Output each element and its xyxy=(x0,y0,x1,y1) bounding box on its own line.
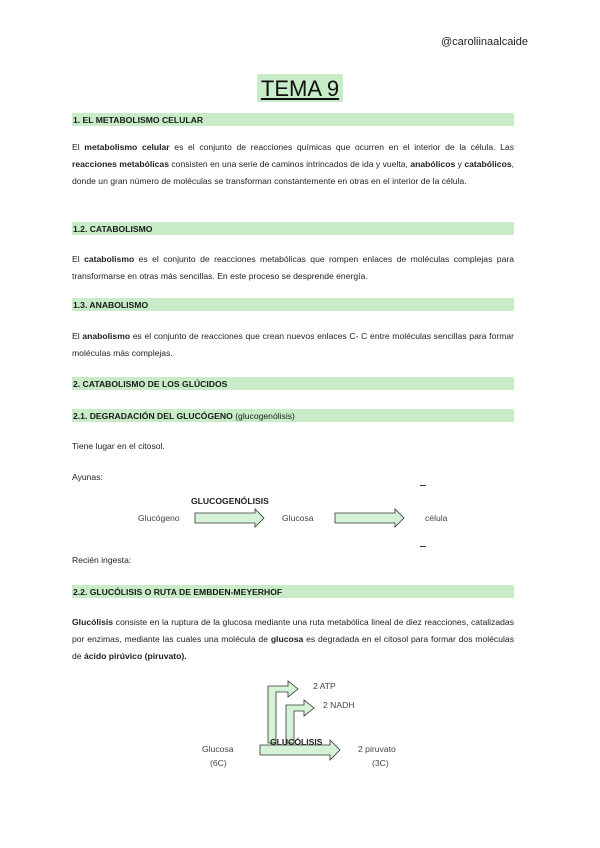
text-run: es el conjunto de reacciones químicas que ocurren en el interior de la célula. Las xyxy=(169,142,515,152)
text-run: metabolismo celular xyxy=(84,142,170,152)
label-glucolisis: GLUCÓLISIS xyxy=(270,737,323,747)
text-run: El xyxy=(72,142,85,152)
label-celula: célula xyxy=(425,513,448,523)
text-run: consiste en la ruptura de la glucosa mediante una ruta metabólica lineal de diez reacciones, catalizadas por enzimas, mediante las cuales una molécula de xyxy=(72,617,514,644)
text-run: es el conjunto de reacciones que crean nuevos enlaces C- C entre moléculas sencillas para formar moléculas más complejas. xyxy=(72,331,515,358)
label-2piruvato: 2 piruvato xyxy=(358,744,396,754)
heading-degradacion-normal: (glucogenólisis) xyxy=(232,411,295,421)
label-2nadh: 2 NADH xyxy=(323,700,355,710)
heading-catabolismo: 1.2. CATABOLISMO xyxy=(72,222,514,235)
label-6c: (6C) xyxy=(210,758,227,768)
heading-anabolismo: 1.3. ANABOLISMO xyxy=(72,298,514,311)
heading-catabolismo-glucidos: 2. CATABOLISMO DE LOS GLÚCIDOS xyxy=(72,377,514,390)
heading-degradacion-bold: 2.1. DEGRADACIÓN DEL GLUCÓGENO xyxy=(73,411,233,421)
label-glucogenolisis: GLUCOGENÓLISIS xyxy=(191,496,269,506)
author-handle: @caroliinaalcaide xyxy=(441,36,528,48)
text-run: catabolismo xyxy=(84,254,135,264)
text-run: catabólicos xyxy=(464,159,512,169)
arrow-glucosa-celula xyxy=(335,509,404,527)
text-run: , donde un gran número de moléculas se transforman constantemente en otras en el interior de la célula. xyxy=(72,159,514,186)
text-run: es degradada en el citosol para formar dos moléculas de xyxy=(72,634,514,661)
text-run: es el conjunto de reacciones metabólicas que rompen enlaces de moléculas complejas para transformarse en otras más sencillas. En este proceso se desprende energía. xyxy=(72,254,514,281)
text-citosol: Tiene lugar en el citosol. xyxy=(72,441,165,451)
label-3c: (3C) xyxy=(372,758,389,768)
text-run: El xyxy=(72,331,83,341)
heading-metabolismo: 1. EL METABOLISMO CELULAR xyxy=(72,113,514,126)
heading-glucolisis: 2.2. GLUCÓLISIS O RUTA DE EMBDEN-MEYERHOF xyxy=(72,585,514,598)
page-title: TEMA 9 xyxy=(257,74,343,102)
text-recien-ingesta: Recién ingesta: xyxy=(72,555,132,565)
text-run: glucosa xyxy=(270,634,304,644)
text-run: y xyxy=(455,159,465,169)
para-glucolisis xyxy=(72,614,514,665)
label-glucosa: Glucosa xyxy=(282,513,314,523)
text-run: ácido pirúvico (piruvato). xyxy=(83,651,187,661)
text-run: Glucólisis xyxy=(72,617,114,627)
text-run: anabolismo xyxy=(82,331,131,341)
label-2atp: 2 ATP xyxy=(313,681,336,691)
arrow-glucogeno-glucosa xyxy=(195,509,264,527)
text-run: El xyxy=(72,254,85,264)
text-run: anabólicos xyxy=(410,159,456,169)
text-run: consisten en una serie de caminos intrincados de ida y vuelta, xyxy=(168,159,411,169)
label-glucogeno: Glucógeno xyxy=(138,513,180,523)
label-glucosa-6c: Glucosa xyxy=(202,744,234,754)
text-run: reacciones metabólicas xyxy=(72,159,169,169)
text-ayunas: Ayunas: xyxy=(72,472,103,482)
